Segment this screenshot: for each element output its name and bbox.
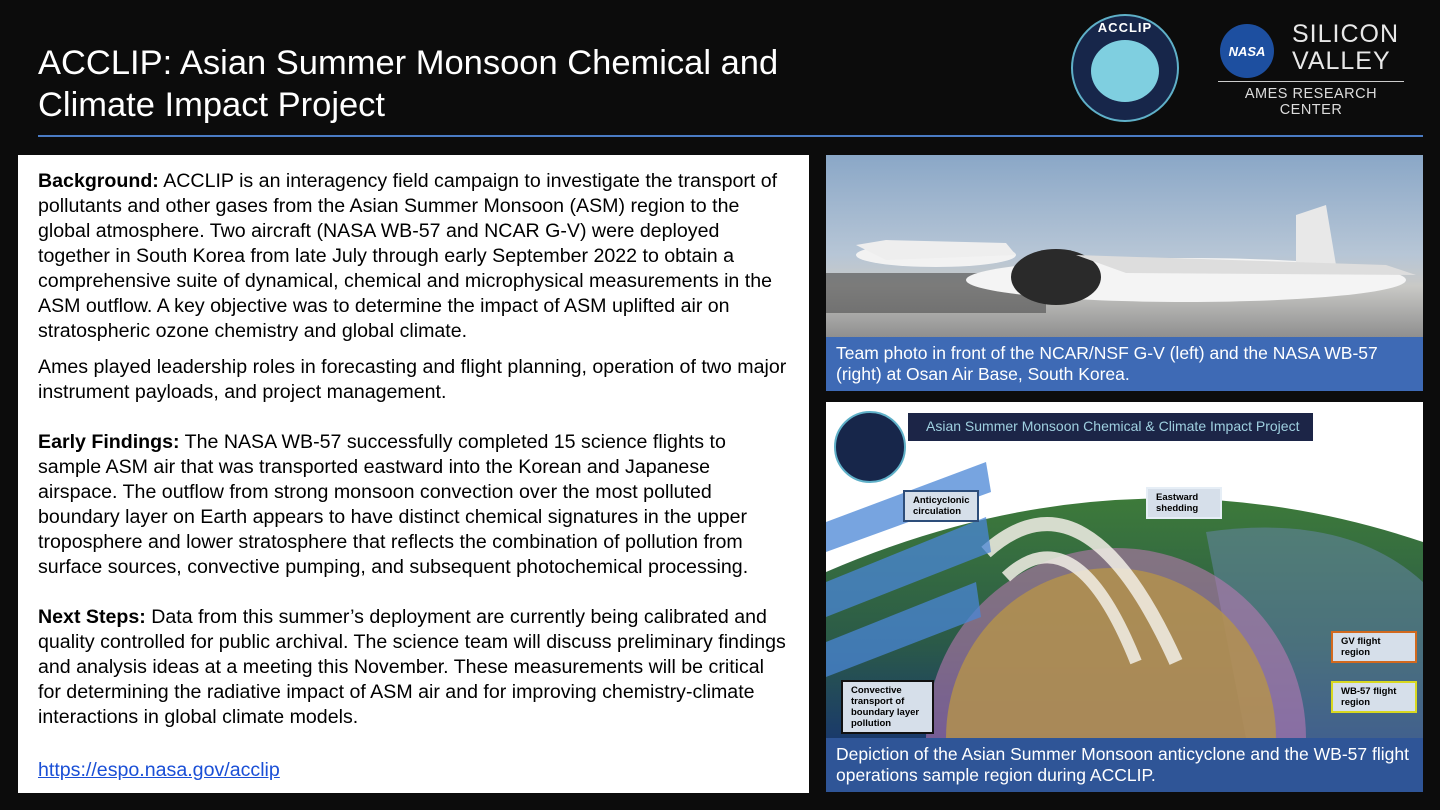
logo-divider (1218, 81, 1404, 82)
nasa-silicon-valley-logo (1218, 18, 1404, 118)
acclip-logo (1071, 14, 1179, 122)
title-divider (38, 135, 1423, 137)
logo-valley: VALLEY (1292, 47, 1391, 75)
acclip-diagram-logo (834, 411, 906, 483)
logo-silicon: SILICON (1292, 20, 1400, 48)
label-gv: GV flight region (1331, 631, 1417, 663)
text-panel (18, 155, 809, 793)
nasa-meatball-logo: NASA (1220, 24, 1274, 78)
label-anticyclonic: Anticyclonic circulation (903, 490, 979, 522)
label-convective: Convective transport of boundary layer pollution (841, 680, 934, 734)
next-steps-label: Next Steps: (38, 606, 146, 628)
ames-paragraph: Ames played leadership roles in forecasting and flight planning, operation of two major instrument payloads, and project management. (38, 356, 787, 403)
diagram-caption: Depiction of the Asian Summer Monsoon anticyclone and the WB-57 flight operations sample region during ACCLIP. (826, 738, 1423, 792)
airplane-icon (1091, 40, 1159, 102)
monsoon-diagram (826, 402, 1423, 738)
next-steps-text: Data from this summer’s deployment are currently being calibrated and quality controlled for public archival. The science team will discuss preliminary findings and analysis ideas at a meeting this November. These measurements will be critical for determining the radiative impact of ASM air and for improving chemistry-climate interactions in global climate models. (38, 606, 786, 728)
background-paragraph (38, 169, 789, 344)
team-photo-image (826, 155, 1423, 337)
acclip-link[interactable]: https://espo.nasa.gov/acclip (38, 759, 280, 781)
next-steps-paragraph (38, 605, 789, 730)
page-title: ACCLIP: Asian Summer Monsoon Chemical and Climate Impact Project (38, 44, 779, 124)
label-eastward: Eastward shedding (1146, 487, 1222, 519)
logo-ames: AMES RESEARCH CENTER (1244, 86, 1378, 118)
acclip-logo-text: ACCLIP (1097, 20, 1153, 35)
label-wb57: WB-57 flight region (1331, 681, 1417, 713)
team-photo (826, 155, 1423, 337)
findings-label: Early Findings: (38, 431, 180, 453)
findings-text: The NASA WB-57 successfully completed 15 science flights to sample ASM air that was transported eastward into the Korean and Japanese airspace. The outflow from strong monsoon convection over the most polluted boundary layer on Earth appears to have distinct chemical signatures in the upper troposphere and lower stratosphere that reflects the combination of pollution from surface sources, convective pumping, and subsequent photochemical processing. (38, 431, 749, 578)
background-text: ACCLIP is an interagency field campaign to investigate the transport of pollutants and other gases from the Asian Summer Monsoon (ASM) region to the global atmosphere. Two aircraft (NASA WB-57 and NCAR G-V) were deployed together in South Korea from late July through early September 2022 to obtain a comprehensive suite of dynamical, chemical and microphysical measurements in the ASM outflow. A key objective was to determine the impact of ASM uplifted air on stratospheric ozone chemistry and global climate. (38, 170, 778, 342)
photo-caption: Team photo in front of the NCAR/NSF G-V (left) and the NASA WB-57 (right) at Osan Air Base, South Korea. (826, 337, 1423, 391)
background-label: Background: (38, 170, 159, 192)
diagram-banner: Asian Summer Monsoon Chemical & Climate Impact Project (908, 413, 1313, 441)
findings-paragraph (38, 430, 789, 580)
